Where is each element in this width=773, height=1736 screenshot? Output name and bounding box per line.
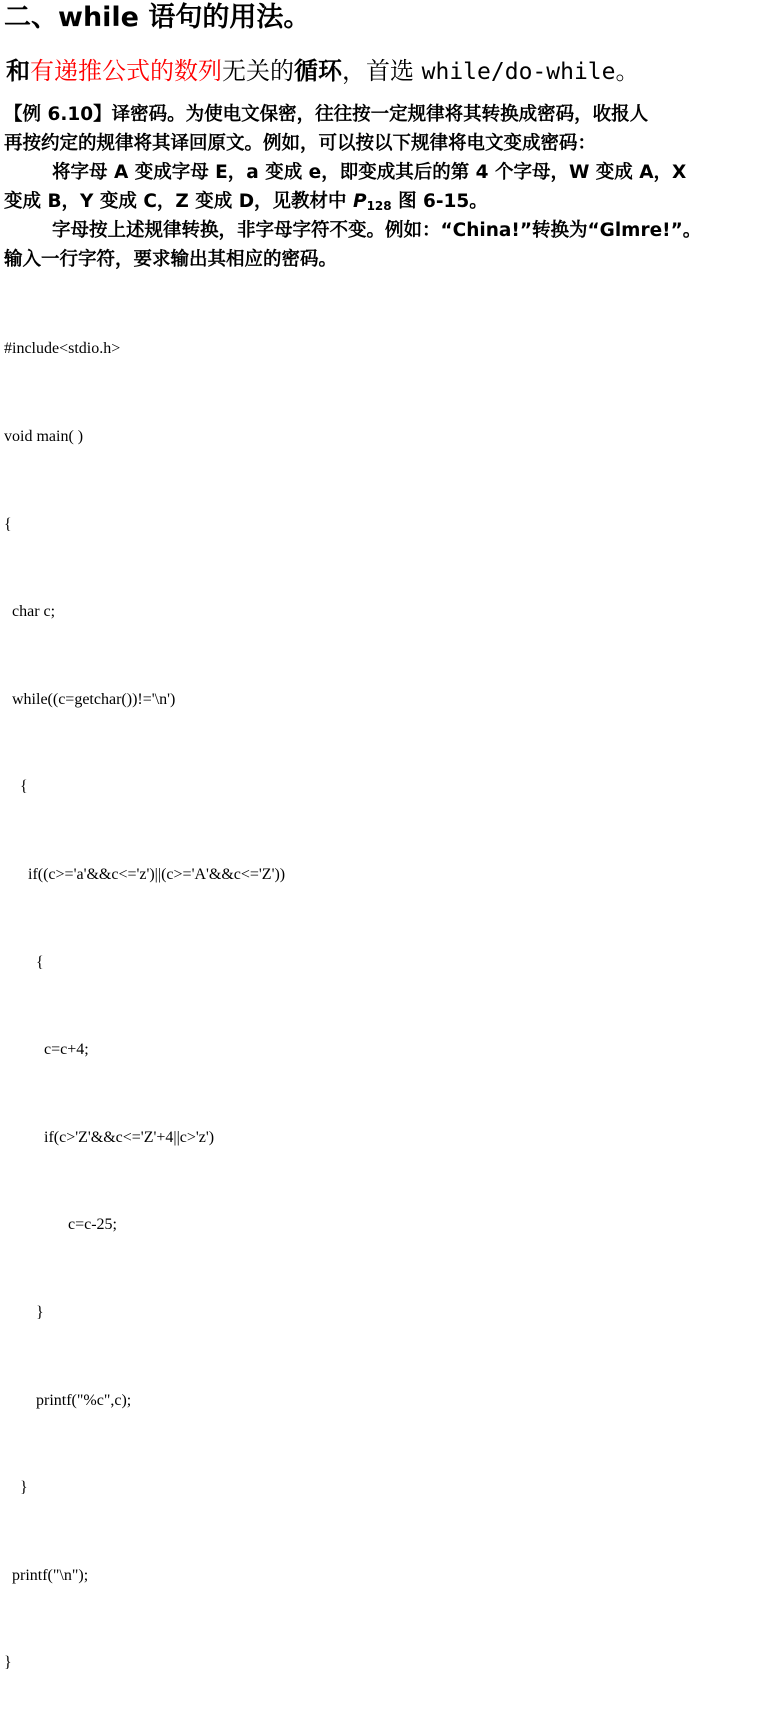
code-line: { [4, 515, 12, 533]
code-line: { [4, 778, 28, 796]
code-block [4, 276, 285, 1736]
intro-text-7: 。 [615, 57, 640, 85]
code-line: #include<stdio.h> [4, 340, 121, 358]
section-heading: 二、while 语句的用法。 [4, 2, 311, 33]
example-line-5: 字母按上述规律转换，非字母字符不变。例如：“China!”转换为“Glmre!”。 [52, 220, 702, 241]
intro-text-3: 无关的 [222, 57, 294, 85]
page-ref-p: P [353, 191, 367, 212]
example-line-2: 再按约定的规律将其译回原文。例如，可以按以下规律将电文变成密码： [4, 133, 597, 154]
code-line: { [4, 953, 44, 971]
intro-loop-word: 循环 [294, 57, 342, 85]
example-line-1: 【例 6.10】译密码。为使电文保密，往往按一定规律将其转换成密码，收报人 [4, 104, 649, 125]
example-description [4, 100, 770, 274]
code-line: void main( ) [4, 428, 84, 445]
example-line-4 [4, 187, 770, 216]
code-line: while((c=getchar())!='\n') [4, 690, 176, 708]
code-line: c=c+4; [4, 1041, 89, 1059]
code-line: if(c>'Z'&&c<='Z'+4||c>'z') [4, 1128, 215, 1146]
intro-text-5: ，首选 [342, 57, 422, 85]
example-line-6: 输入一行字符，要求输出其相应的密码。 [4, 249, 338, 270]
code-line: printf("%c",c); [4, 1391, 132, 1409]
example-line-4-post: 图 6-15。 [391, 191, 488, 212]
page-ref-number: 128 [366, 199, 392, 213]
example-line-4-pre: 变成 B，Y 变成 C，Z 变成 D，见教材中 [4, 191, 353, 212]
intro-keywords: while/do-while [421, 59, 616, 85]
intro-highlight: 有递推公式的数列 [30, 57, 222, 85]
intro-line [6, 54, 640, 89]
code-line: } [4, 1654, 12, 1672]
intro-text-1: 和 [6, 57, 30, 85]
code-line: } [4, 1303, 44, 1321]
code-line: c=c-25; [4, 1216, 117, 1234]
example-line-3: 将字母 A 变成字母 E，a 变成 e，即变成其后的第 4 个字母，W 变成 A，X [52, 162, 687, 183]
code-line: if((c>='a'&&c<='z')||(c>='A'&&c<='Z')) [4, 865, 286, 883]
code-line: printf("\n"); [4, 1566, 89, 1584]
code-line: char c; [4, 603, 56, 621]
code-line: } [4, 1479, 28, 1497]
